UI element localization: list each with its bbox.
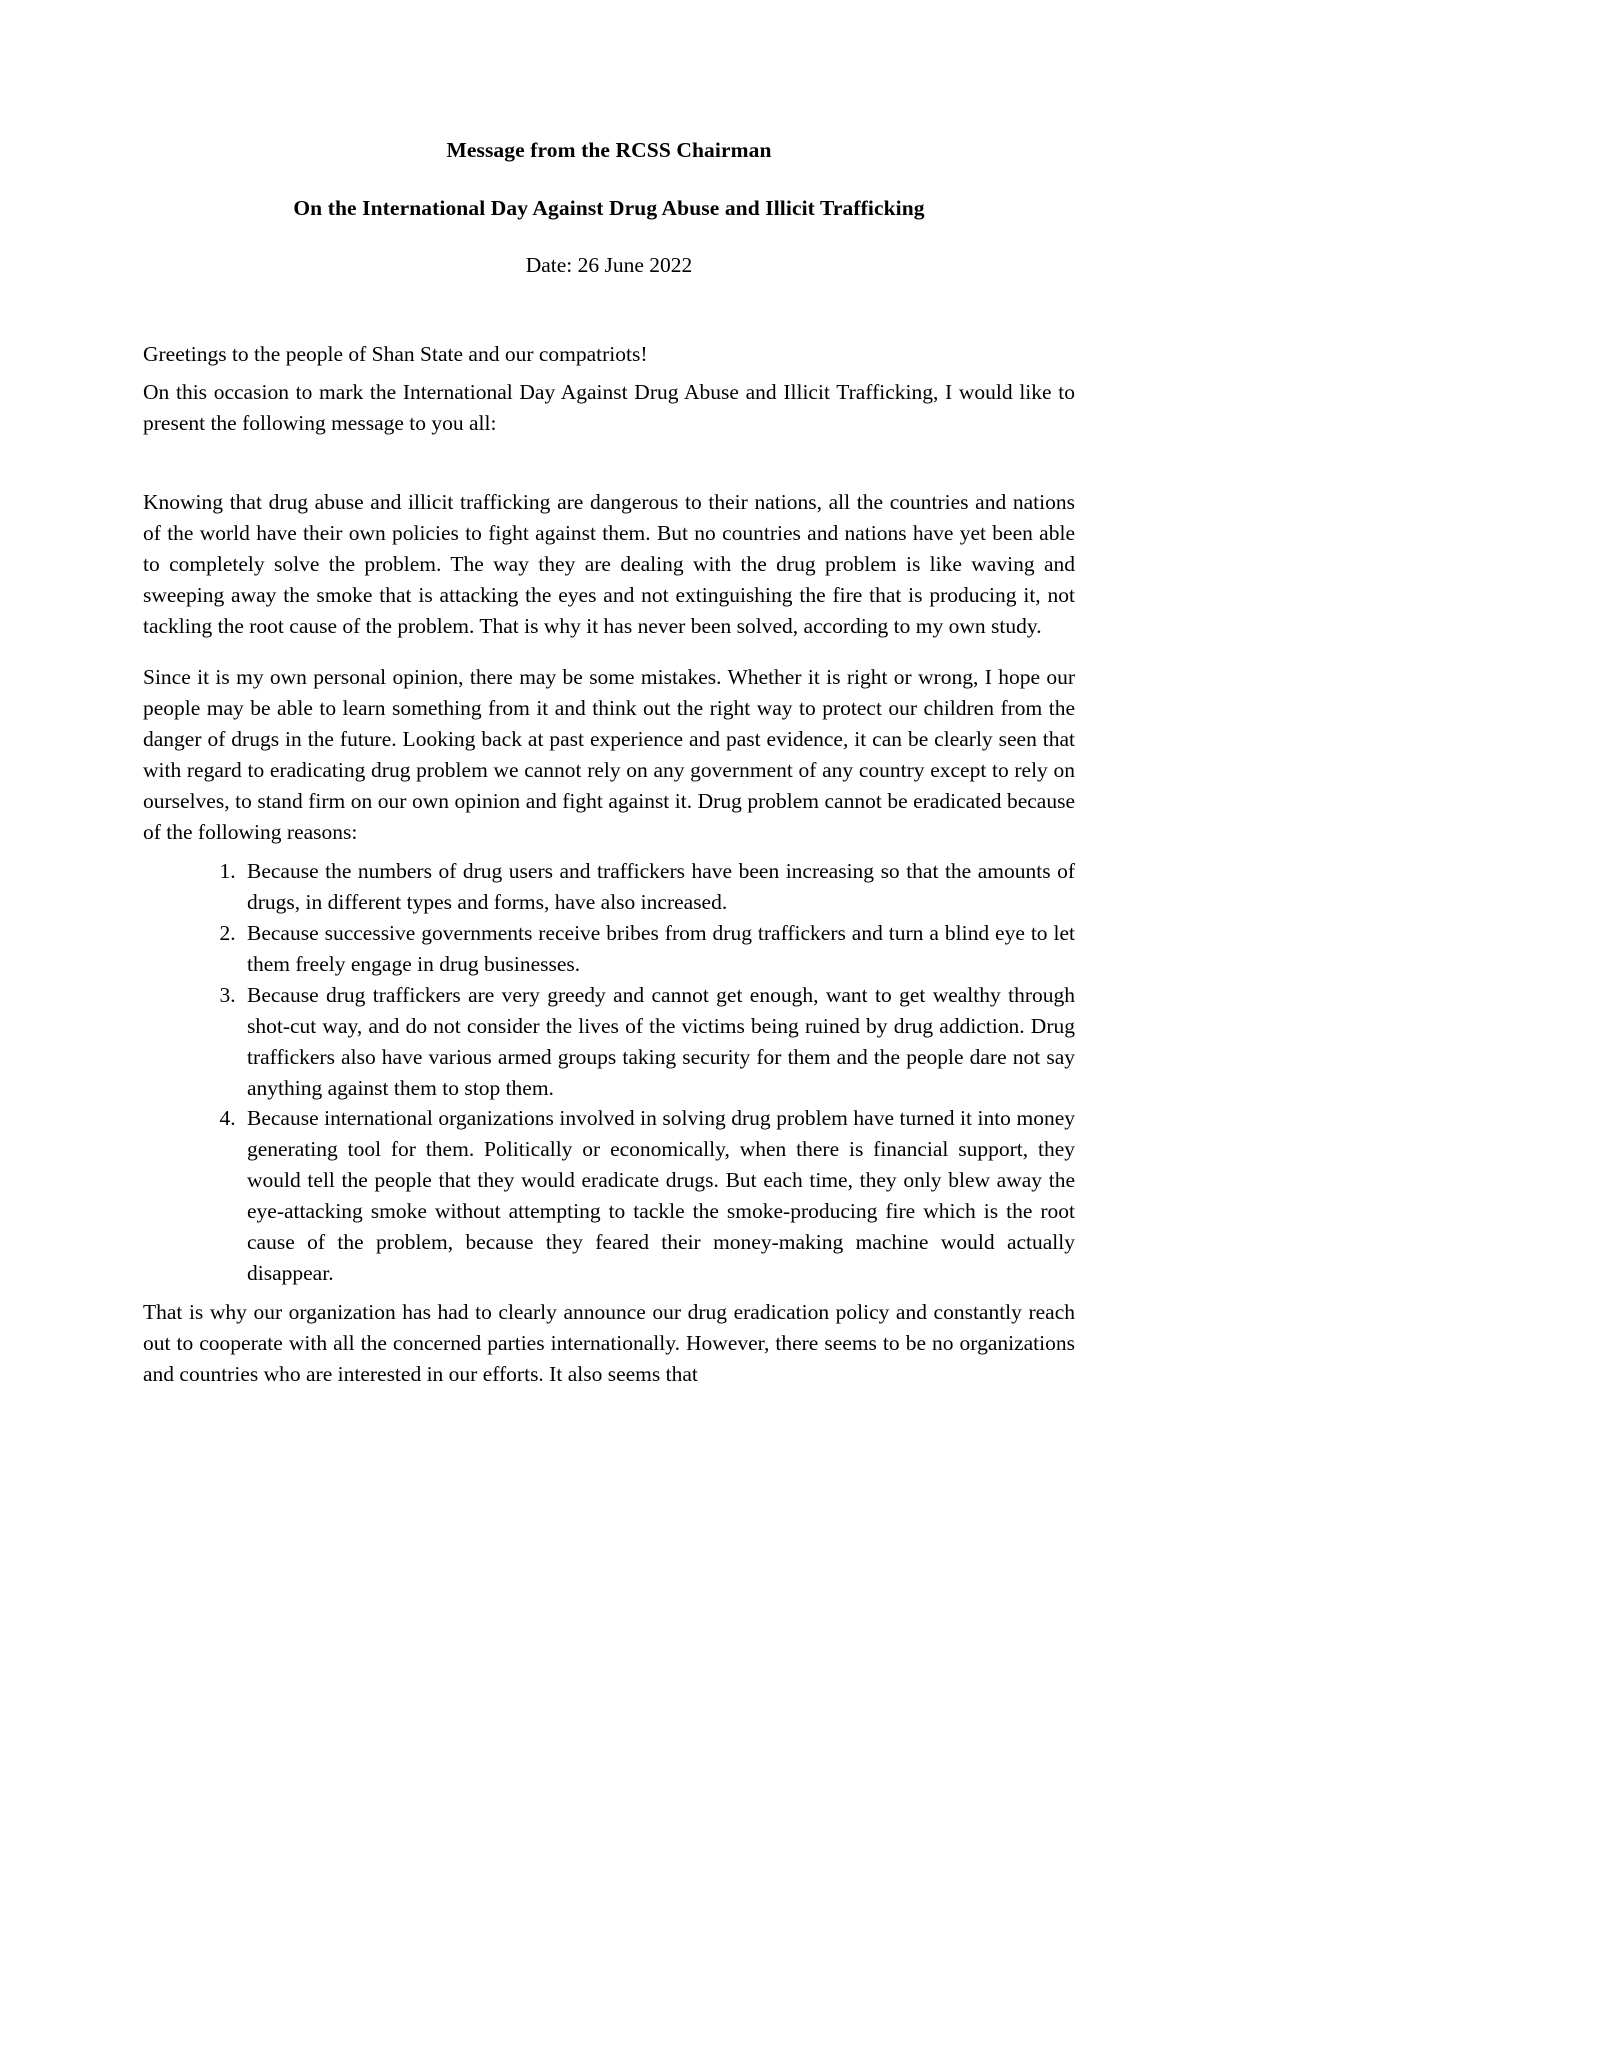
list-item: 1. Because the numbers of drug users and traffickers have been increasing so that the amounts of drugs, in different types and forms, have also increased. bbox=[241, 856, 1075, 918]
reasons-list bbox=[143, 856, 1075, 1289]
paragraph-spacer bbox=[143, 650, 1075, 662]
list-item: 4. Because international organizations involved in solving drug problem have turned it into money generating tool for them. Politically or economically, when there is financial support, they would tell the people that they would eradicate drugs. But each time, they only blew away the eye-attacking smoke without attempting to tackle the smoke-producing fire which is the root cause of the problem, because they feared their money-making machine would actually disappear. bbox=[241, 1103, 1075, 1289]
closing-paragraph: That is why our organization has had to clearly announce our drug eradication policy and constantly reach out to cooperate with all the concerned parties internationally. However, there seems to be no organizations and countries who are interested in our efforts. It also seems that bbox=[143, 1300, 1075, 1387]
body-paragraph-2: Since it is my own personal opinion, there may be some mistakes. Whether it is right or wrong, I hope our people may be able to learn something from it and think out the right way to protect our children from the danger of drugs in the future. Looking back at past experience and past evidence, it can be clearly seen that with regard to eradicating drug problem we cannot rely on any government of any country except to rely on ourselves, to stand firm on our own opinion and fight against it. Drug problem cannot be eradicated because of the following reasons: bbox=[143, 665, 1075, 844]
document-date: Date: 26 June 2022 bbox=[525, 253, 693, 277]
body-paragraph-1: Knowing that drug abuse and illicit trafficking are dangerous to their nations, all the countries and nations of the world have their own policies to fight against them. But no countries and nations have yet been able to completely solve the problem. The way they are dealing with the drug problem is like waving and sweeping away the smoke that is attacking the eyes and not extinguishing the fire that is producing it, not tackling the root cause of the problem. That is why it has never been solved, according to my own study. bbox=[143, 490, 1075, 639]
section-spacer bbox=[143, 447, 1075, 487]
document-body bbox=[143, 277, 1075, 1391]
intro-paragraph: On this occasion to mark the International Day Against Drug Abuse and Illicit Trafficking, I would like to present the following message to you all: bbox=[143, 380, 1075, 436]
document-content bbox=[143, 0, 1075, 1398]
page-title: Message from the RCSS Chairman bbox=[446, 138, 772, 162]
document-header bbox=[143, 0, 1075, 277]
greeting-paragraph: Greetings to the people of Shan State and our compatriots! bbox=[143, 341, 648, 366]
page-subtitle: On the International Day Against Drug Abuse and Illicit Trafficking bbox=[293, 195, 925, 220]
list-item: 3. Because drug traffickers are very greedy and cannot get enough, want to get wealthy through shot-cut way, and do not consider the lives of the victims being ruined by drug addiction. Drug traffickers also have various armed groups taking security for them and the people dare not say anything against them to stop them. bbox=[241, 980, 1075, 1104]
list-item: 2. Because successive governments receive bribes from drug traffickers and turn a blind eye to let them freely engage in drug businesses. bbox=[241, 918, 1075, 980]
